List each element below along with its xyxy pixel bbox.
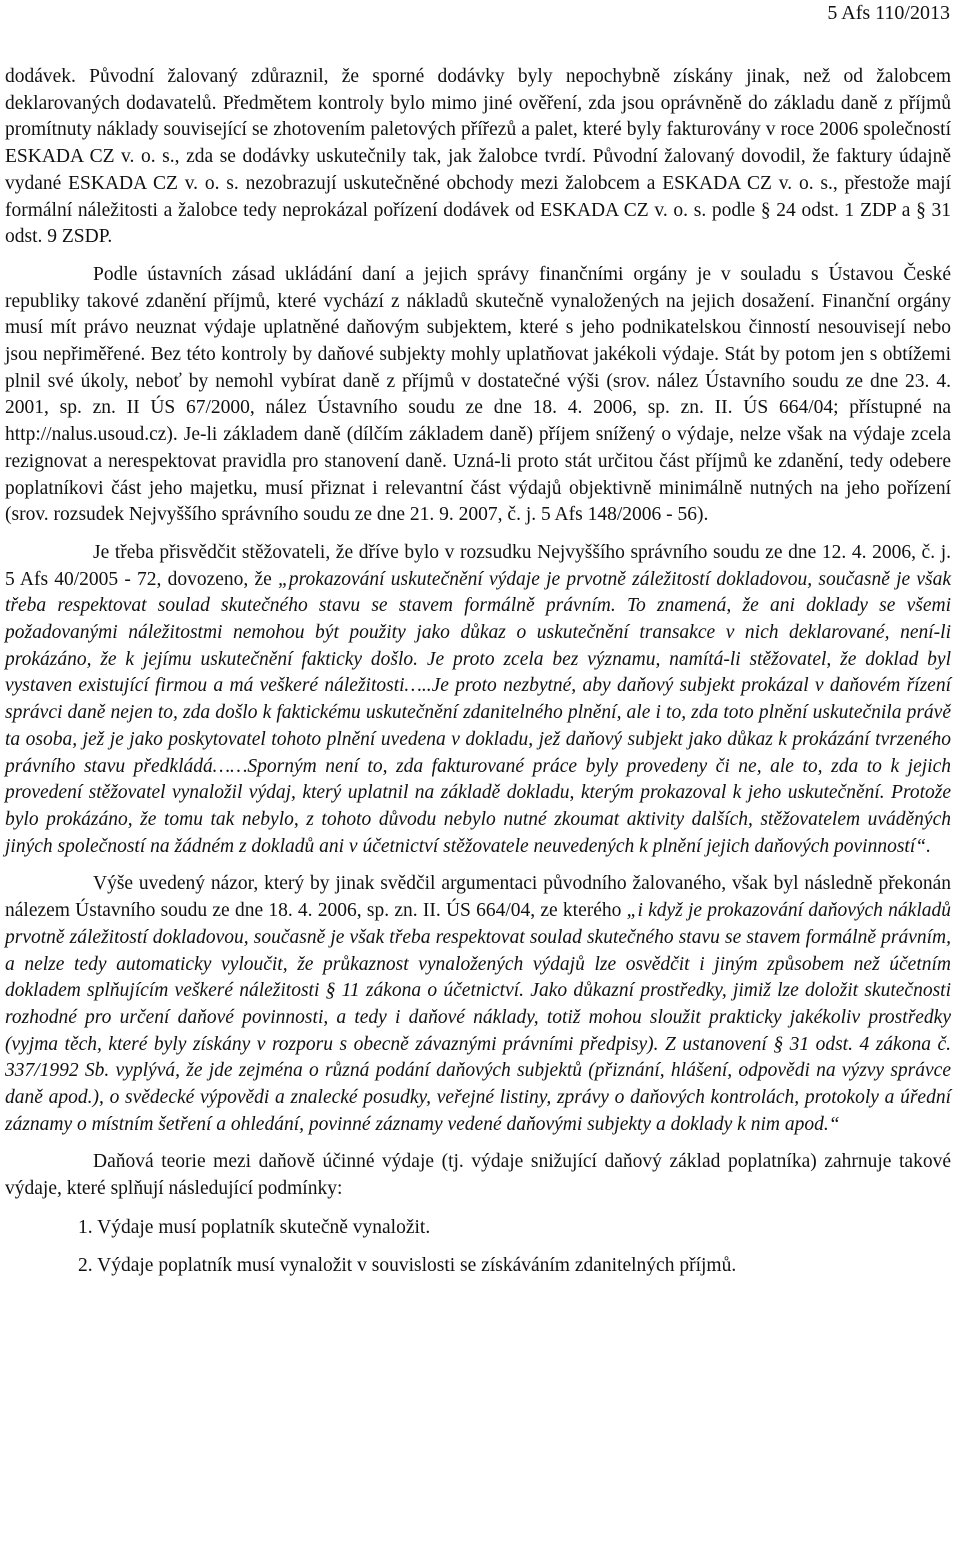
paragraph-5: Daňová teorie mezi daňově účinné výdaje (tj. výdaje snižující daňový základ poplatníka) zahrnuje takové výdaje, které splňují následující podmínky: — [5, 1151, 951, 1200]
document-body — [5, 64, 951, 1279]
paragraph-3 — [5, 540, 951, 860]
paragraph-4-intro: Výše uvedený názor, který by jinak svědčil argumentaci původního žalovaného, však byl následně překonán nálezem Ústavního soudu ze dne 18. 4. 2006, sp. zn. II. ÚS 664/04, ze kterého — [5, 873, 951, 922]
paragraph-4-outro: “ — [828, 1113, 840, 1135]
condition-item-2: 2. Výdaje poplatník musí vynaložit v souvislosti se získáváním zdanitelných příjmů. — [78, 1254, 737, 1276]
case-number: 5 Afs 110/2013 — [827, 2, 950, 24]
condition-item-1: 1. Výdaje musí poplatník skutečně vynaložit. — [78, 1216, 431, 1238]
paragraph-4-quote: „i když je prokazování daňových nákladů prvotně záležitostí dokladovou, současně je však třeba respektovat soulad skutečného stavu se stavem formálně právním, a nelze tedy automaticky vyloučit, že průkaznost vynaložených výdajů lze osvědčit i jiným způsobem než účetním dokladem splňujícím veškeré náležitosti § 11 zákona o účetnictví. Jako důkazní prostředky, jimiž lze doložit skutečnosti rozhodné pro určení daňové povinnosti, a tedy i daňové náklady, totiž mohou sloužit prakticky jakékoliv prostředky (vyjma těch, které byly získány v rozporu s obecně závaznými právními předpisy). Z ustanovení § 31 odst. 4 zákona č. 337/1992 Sb. vyplývá, že jde zejména o různá podání daňových subjektů (přiznání, hlášení, odpovědi na výzvy správce daně apod.), o svědecké výpovědi a znalecké posudky, veřejné listiny, zprávy o daňových kontrolách, protokoly a úřední záznamy o místním šetření a ohledání, povinné záznamy vedené daňovými subjekty a doklady k nim apod. — [5, 900, 951, 1135]
paragraph-1: dodávek. Původní žalovaný zdůraznil, že sporné dodávky byly nepochybně získány jinak, než od žalobcem deklarovaných dodavatelů. Předmětem kontroly bylo mimo jiné ověření, zda jsou oprávněně do základu daně z příjmů promítnuty náklady související se zhotovením paletových přířezů a palet, které byly fakturovány v roce 2006 společností ESKADA CZ v. o. s., zda se dodávky uskutečnily tak, jak žalobce tvrdí. Původní žalovaný dovodil, že faktury údajně vydané ESKADA CZ v. o. s. nezobrazují uskutečněné obchody mezi žalobcem a ESKADA CZ v. o. s., přestože mají formální náležitosti a žalobce tedy neprokázal pořízení dodávek od ESKADA CZ v. o. s. podle § 24 odst. 1 ZDP a § 31 odst. 9 ZSDP. — [5, 66, 951, 248]
paragraph-3-outro: “. — [915, 835, 931, 857]
paragraph-2: Podle ústavních zásad ukládání daní a jejich správy finančními orgány je v souladu s Ústavou České republiky takové zdanění příjmů, které vychází z nákladů skutečně vynaložených na jejich dosažení. Finanční orgány musí mít právo neuznat výdaje uplatněné daňovým subjektem, které s jeho podnikatelskou činností nesouvisejí nebo jsou nepřiměřené. Bez této kontroly by daňové subjekty mohly uplatňovat jakékoli výdaje. Stát by potom jen s obtížemi plnil své úkoly, neboť by nemohl vybírat daně z příjmů v dostatečné výši (srov. nález Ústavního soudu ze dne 23. 4. 2001, sp. zn. II ÚS 67/2000, nález Ústavního soudu ze dne 18. 4. 2006, sp. zn. II. ÚS 664/04; přístupné na http://nalus.usoud.cz). Je-li základem daně (dílčím základem daně) příjem snížený o výdaje, nelze však na výdaje zcela rezignovat a nerespektovat pravidla pro stanovení daně. Uzná-li proto stát určitou část příjmů ke zdanění, tedy odebere poplatníkovi část jeho majetku, musí přiznat i relevantní část výdajů objektivně minimálně nutných na jeho pořízení (srov. rozsudek Nejvyššího správního soudu ze dne 21. 9. 2007, č. j. 5 Afs 148/2006 - 56). — [5, 263, 951, 526]
paragraph-4 — [5, 871, 951, 1138]
paragraph-3-quote: „prokazování uskutečnění výdaje je prvotně záležitostí dokladovou, současně je však třeba respektovat soulad skutečného stavu se stavem formálně právním. To znamená, že ani doklady se všemi požadovanými náležitostmi nemohou být použity jako důkaz o uskutečnění transakce v nich deklarované, není-li prokázáno, že k jejímu uskutečnění fakticky došlo. Je proto zcela bez významu, namítá-li stěžovatel, že doklad byl vystaven existující firmou a má veškeré náležitosti…..Je proto nezbytné, aby daňový subjekt prokázal v daňovém řízení správci daně nejen to, zda došlo k faktickému uskutečnění zdanitelného plnění, ale i to, zda toto plnění uskutečnila právě ta osoba, jež je jako poskytovatel tohoto plnění uvedena v dokladu, jež daňový subjekt jako důkaz k prokázání tvrzeného právního stavu předkládá……Sporným není to, zda fakturované práce byly provedeny či ne, ale to, zda to k jejich provedení stěžovatel vynaložil výdaj, který uplatnil na základě dokladu, kterým prokazoval k jeho uskutečnění. Protože bylo prokázáno, že tomu tak nebylo, z tohoto důvodu nebylo nutné zkoumat aktivity dalších, stěžovatelem uváděných jiných společností na žádném z dokladů ani v účetnictví stěžovatele neuvedených k plnění jejich daňových povinností — [5, 568, 951, 857]
paragraph-3-intro: Je třeba přisvědčit stěžovateli, že dříve bylo v rozsudku Nejvyššího správního soudu ze dne 12. 4. 2006, č. j. 5 Afs 40/2005 - 72, dovozeno, že — [5, 541, 951, 590]
